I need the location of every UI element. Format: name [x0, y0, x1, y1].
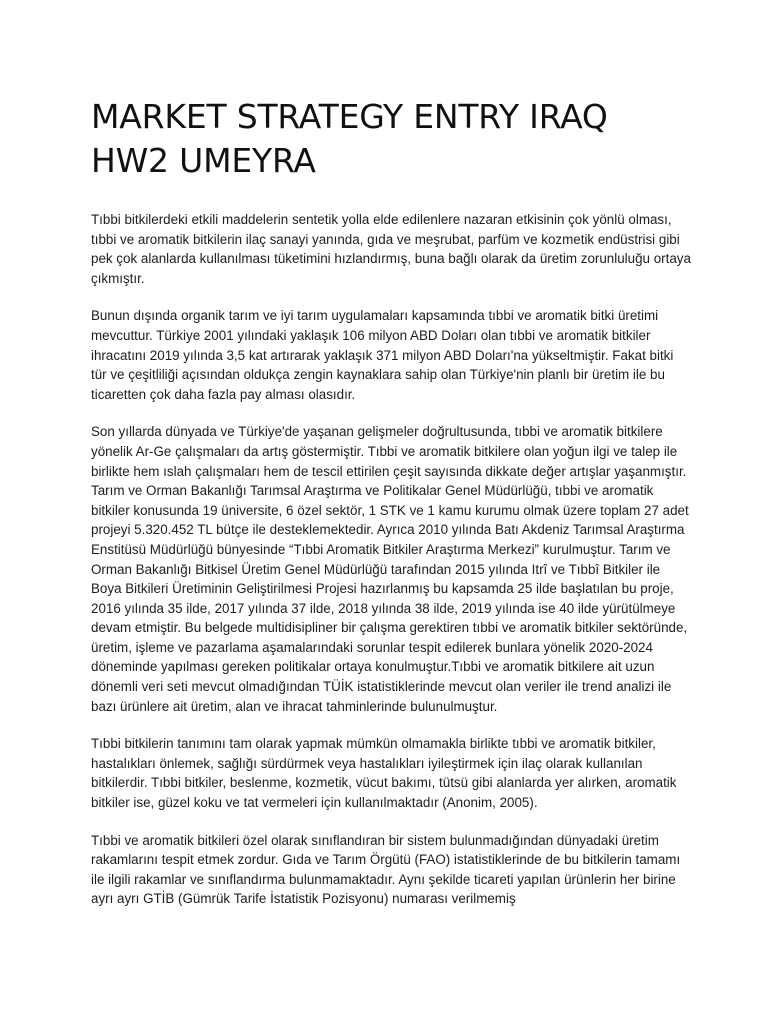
title-line-1: MARKET STRATEGY ENTRY IRAQ — [91, 97, 608, 136]
title-line-2: HW2 UMEYRA — [91, 141, 316, 180]
paragraph-1: Tıbbi bitkilerdeki etkili maddelerin sentetik yolla elde edilenlere nazaran etkisinin çok yönlü olması, tıbbi ve aromatik bitkilerin ilaç sanayi yanında, gıda ve meşrubat, parfüm ve kozmetik endüstrisi gibi pek çok alanlarda kullanılması tüketimini hızlandırmış, buna bağlı olarak da üretim zorunluluğu ortaya çıkmıştır. — [91, 212, 691, 286]
paragraph-2: Bunun dışında organik tarım ve iyi tarım uygulamaları kapsamında tıbbi ve aromatik bitki üretimi mevcuttur. Türkiye 2001 yılındaki yaklaşık 106 milyon ABD Doları olan tıbbi ve aromatik bitkiler ihracatını 2019 yılında 3,5 kat artırarak yaklaşık 371 milyon ABD Doları'na yükseltmiştir. Fakat bitki tür ve çeşitliliği açısından oldukça zengin kaynaklara sahip olan Türkiye'nin planlı bir üretim ile bu ticaretten çok daha fazla pay alması olasıdır. — [91, 308, 674, 402]
document-body — [91, 95, 691, 927]
paragraph-4: Tıbbi bitkilerin tanımını tam olarak yapmak mümkün olmamakla birlikte tıbbi ve aromatik bitkiler, hastalıkları önlemek, sağlığı sürdürmek veya hastalıkları iyileştirmek için ilaç olarak kullanılan bitkilerdir. Tıbbi bitkiler, beslenme, kozmetik, vücut bakımı, tütsü gibi alanlarda yer alırken, aromatik bitkiler ise, güzel koku ve tat vermeleri için kullanılmaktadır (Anonim, 2005). — [91, 736, 677, 811]
paragraph-5: Tıbbi ve aromatik bitkileri özel olarak sınıflandıran bir sistem bulunmadığından dünyadaki üretim rakamlarını tespit etmek zordur. Gıda ve Tarım Örgütü (FAO) istatistiklerinde de bu bitkilerin tamamı ile ilgili rakamlar ve sınıflandırma bulunmamaktadır. Aynı şekilde ticareti yapılan ürünlerin her birine ayrı ayrı GTİB (Gümrük Tarife İstatistik Pozisyonu) numarası verilmemiş — [91, 832, 681, 907]
paragraph-3: Son yıllarda dünyada ve Türkiye'de yaşanan gelişmeler doğrultusunda, tıbbi ve aromatik bitkilere yönelik Ar-Ge çalışmaları da artış göstermiştir. Tıbbi ve aromatik bitkilere olan yoğun ilgi ve talep ile birlikte hem ıslah çalışmaları hem de tescil ettirilen çeşit sayısında dikkate değer artışlar yaşanmıştır. Tarım ve Orman Bakanlığı Tarımsal Araştırma ve Politikalar Genel Müdürlüğü, tıbbi ve aromatik bitkiler konusunda 19 üniversite, 6 özel sektör, 1 STK ve 1 kamu kurumu olmak üzere toplam 27 adet projeyi 5.320.452 TL bütçe ile desteklemektedir. Ayrıca 2010 yılında Batı Akdeniz Tarımsal Araştırma Enstitüsü Müdürlüğü bünyesinde “Tıbbi Aromatik Bitkiler Araştırma Merkezi” kurulmuştur. Tarım ve Orman Bakanlığı Bitkisel Üretim Genel Müdürlüğü tarafından 2015 yılında Itrî ve Tıbbî Bitkiler ile Boya Bitkileri Üretiminin Geliştirilmesi Projesi hazırlanmış bu kapsamda 25 ilde başlatılan bu proje, 2016 yılında 35 ilde, 2017 yılında 37 ilde, 2018 yılında 38 ilde, 2019 yılında ise 40 ilde yürütülmeye devam etmiştir. Bu belgede multidisipliner bir çalışma gerektiren tıbbi ve aromatik bitkiler sektöründe, üretim, işleme ve pazarlama aşamalarındaki sorunlar tespit edilerek bunlara yönelik 2020-2024 döneminde yapılması gereken politikalar ortaya konulmuştur.Tıbbi ve aromatik bitkilere ait uzun dönemli veri seti mevcut olmadığından TÜİK istatistiklerinde mevcut olan veriler ile trend analizi ile bazı ürünlere ait üretim, alan ve ihracat tahminlerinde bulunulmuştur. — [91, 424, 689, 714]
document-title — [91, 95, 691, 183]
